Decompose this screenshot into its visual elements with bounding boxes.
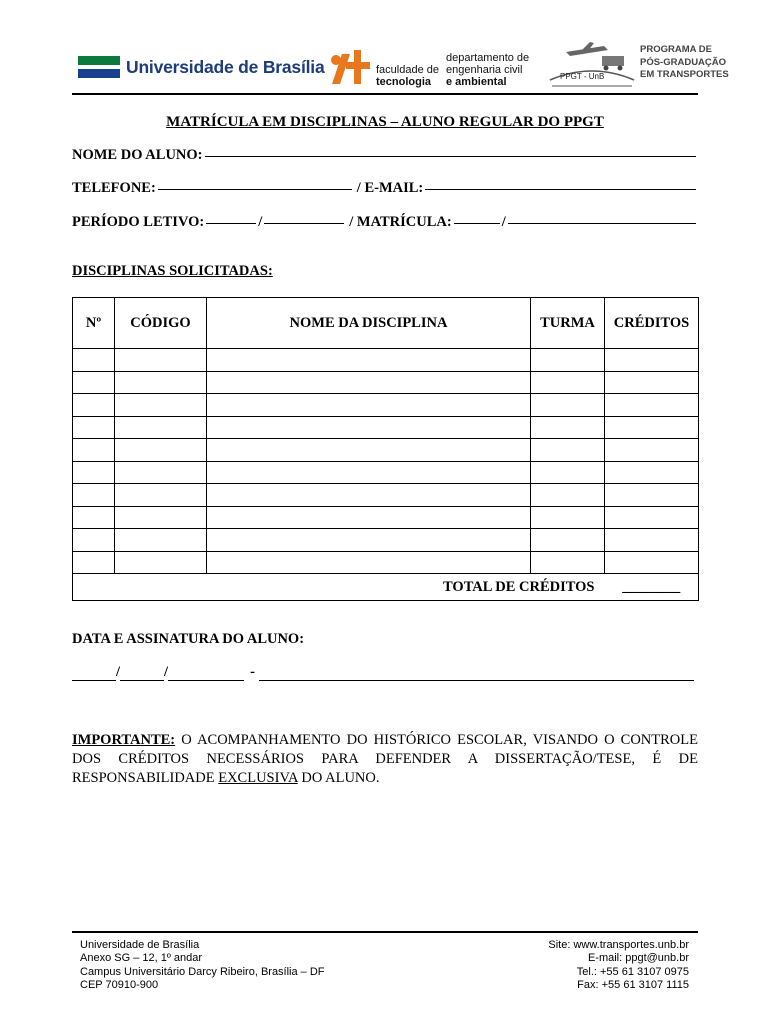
cell-numero[interactable] [73,394,115,417]
cell-numero[interactable] [73,551,115,574]
cell-nome[interactable] [207,484,531,507]
cell-codigo[interactable] [115,349,207,372]
dept-text [446,52,529,88]
assinatura-dash: - [250,664,255,680]
col-header-codigo: CÓDIGO [115,298,207,349]
cell-codigo[interactable] [115,439,207,462]
ppgt-line3: EM TRANSPORTES [640,69,729,80]
matricula-label: / MATRÍCULA: [349,214,452,230]
cell-codigo[interactable] [115,484,207,507]
cell-codigo[interactable] [115,551,207,574]
footer-email[interactable]: E-mail: ppgt@unb.br [587,952,689,965]
ppgt-line1: PROGRAMA DE [640,44,712,55]
data-mes-input[interactable] [120,666,164,681]
assinatura-row [72,664,694,681]
col-header-nome: NOME DA DISCIPLINA [207,298,531,349]
cell-creditos[interactable] [605,506,699,529]
cell-codigo[interactable] [115,371,207,394]
footer-left-line: Universidade de Brasília [80,939,200,951]
cell-creditos[interactable] [605,484,699,507]
importante-note [72,731,698,788]
col-header-creditos: CRÉDITOS [605,298,699,349]
cell-turma[interactable] [531,439,605,462]
matricula-slash: / [501,214,506,230]
cell-nome[interactable] [207,506,531,529]
data-ano-input[interactable] [168,666,244,681]
cell-nome[interactable] [207,416,531,439]
cell-creditos[interactable] [605,551,699,574]
total-value[interactable]: ________ [605,574,699,601]
disciplinas-table-body [73,349,699,574]
assinatura-label: DATA E ASSINATURA DO ALUNO: [72,631,305,647]
ppgt-sub: PPGT - UnB [560,72,605,81]
unb-name: Universidade de Brasília [126,56,325,77]
cell-numero[interactable] [73,506,115,529]
matricula-prefix-input[interactable] [454,222,500,224]
footer-contact [548,939,689,992]
nome-input[interactable] [205,155,697,157]
contato-field-row [72,180,698,197]
cell-creditos[interactable] [605,371,699,394]
footer-address [80,939,325,992]
ft-line1: faculdade de [376,64,439,76]
cell-turma[interactable] [531,371,605,394]
periodo-ano-input[interactable] [206,222,256,224]
cell-turma[interactable] [531,461,605,484]
data-dia-input[interactable] [72,666,116,681]
footer-left-line: Anexo SG – 12, 1º andar [80,952,203,965]
cell-nome[interactable] [207,551,531,574]
unb-flag-icon [78,56,120,78]
table-row [73,551,699,574]
nome-field-row [72,147,698,164]
data-slash-1: / [116,664,121,680]
cell-codigo[interactable] [115,529,207,552]
email-label: / E-MAIL: [356,180,424,196]
periodo-semestre-input[interactable] [264,222,344,224]
cell-turma[interactable] [531,506,605,529]
periodo-slash: / [258,214,263,230]
importante-text-2: DO ALUNO. [297,770,380,786]
periodo-label: PERÍODO LETIVO: [72,214,205,230]
cell-numero[interactable] [73,529,115,552]
cell-numero[interactable] [73,371,115,394]
assinatura-input[interactable] [259,666,694,681]
table-row [73,416,699,439]
ft-text [376,64,439,88]
total-label: TOTAL DE CRÉDITOS [73,574,605,601]
cell-creditos[interactable] [605,394,699,417]
cell-turma[interactable] [531,394,605,417]
cell-nome[interactable] [207,461,531,484]
cell-turma[interactable] [531,529,605,552]
cell-creditos[interactable] [605,529,699,552]
cell-numero[interactable] [73,416,115,439]
nome-label: NOME DO ALUNO: [72,147,203,163]
table-row [73,371,699,394]
table-row [73,349,699,372]
cell-numero[interactable] [73,484,115,507]
telefone-label: TELEFONE: [72,180,156,196]
table-row [73,529,699,552]
cell-codigo[interactable] [115,394,207,417]
dept-line1: departamento de [446,52,530,64]
importante-label: IMPORTANTE: [72,732,176,748]
cell-codigo[interactable] [115,461,207,484]
importante-text-1: O ACOMPANHAMENTO DO HISTÓRICO ESCOLAR, VISANDO O CONTROLE DOS CRÉDITOS NECESSÁRIOS PARA DEFENDER A DISSERTAÇÃO/TESE, É DE RESPONSABILIDADE [72,732,698,786]
table-row [73,439,699,462]
dept-line2: engenharia civil [446,64,523,76]
footer-left-line: Campus Universitário Darcy Ribeiro, Brasília – DF [80,965,325,978]
table-row [73,461,699,484]
form-title: MATRÍCULA EM DISCIPLINAS – ALUNO REGULAR DO PPGT [166,114,604,130]
col-header-turma: TURMA [531,298,605,349]
footer-rule [72,931,698,933]
telefone-input[interactable] [158,188,352,190]
cell-creditos[interactable] [605,439,699,462]
cell-creditos[interactable] [605,461,699,484]
cell-numero[interactable] [73,461,115,484]
email-input[interactable] [425,188,696,190]
cell-nome[interactable] [207,394,531,417]
total-row [73,574,699,601]
importante-emphasis: EXCLUSIVA [218,770,298,786]
cell-creditos[interactable] [605,349,699,372]
ft-logo-icon [328,48,372,93]
footer-tel: Tel.: +55 61 3107 0975 [576,965,689,978]
table-row [73,394,699,417]
disciplinas-table [72,297,699,601]
cell-turma[interactable] [531,349,605,372]
cell-nome[interactable] [207,371,531,394]
ppgt-logo-icon [546,42,638,93]
disciplinas-title: DISCIPLINAS SOLICITADAS: [72,263,273,279]
matricula-number-input[interactable] [508,222,696,224]
cell-codigo[interactable] [115,416,207,439]
cell-nome[interactable] [207,439,531,462]
table-header-row [73,298,699,349]
cell-numero[interactable] [73,349,115,372]
cell-turma[interactable] [531,551,605,574]
cell-turma[interactable] [531,416,605,439]
header-rule [72,93,698,95]
cell-numero[interactable] [73,439,115,462]
unb-logo [78,56,324,78]
cell-creditos[interactable] [605,416,699,439]
cell-nome[interactable] [207,349,531,372]
ft-line2: tecnologia [376,76,432,88]
cell-turma[interactable] [531,484,605,507]
data-slash-2: / [164,664,169,680]
footer-fax: Fax: +55 61 3107 1115 [577,978,689,991]
footer-site[interactable]: Site: www.transportes.unb.br [548,939,689,951]
table-row [73,506,699,529]
col-header-numero: Nº [73,298,115,349]
ppgt-text [640,44,729,82]
cell-nome[interactable] [207,529,531,552]
dept-line3: e ambiental [446,76,507,88]
ppgt-line2: PÓS-GRADUAÇÃO [640,56,727,68]
cell-codigo[interactable] [115,506,207,529]
table-row [73,484,699,507]
footer-left-line: CEP 70910-900 [80,978,159,991]
periodo-field-row [72,214,698,231]
